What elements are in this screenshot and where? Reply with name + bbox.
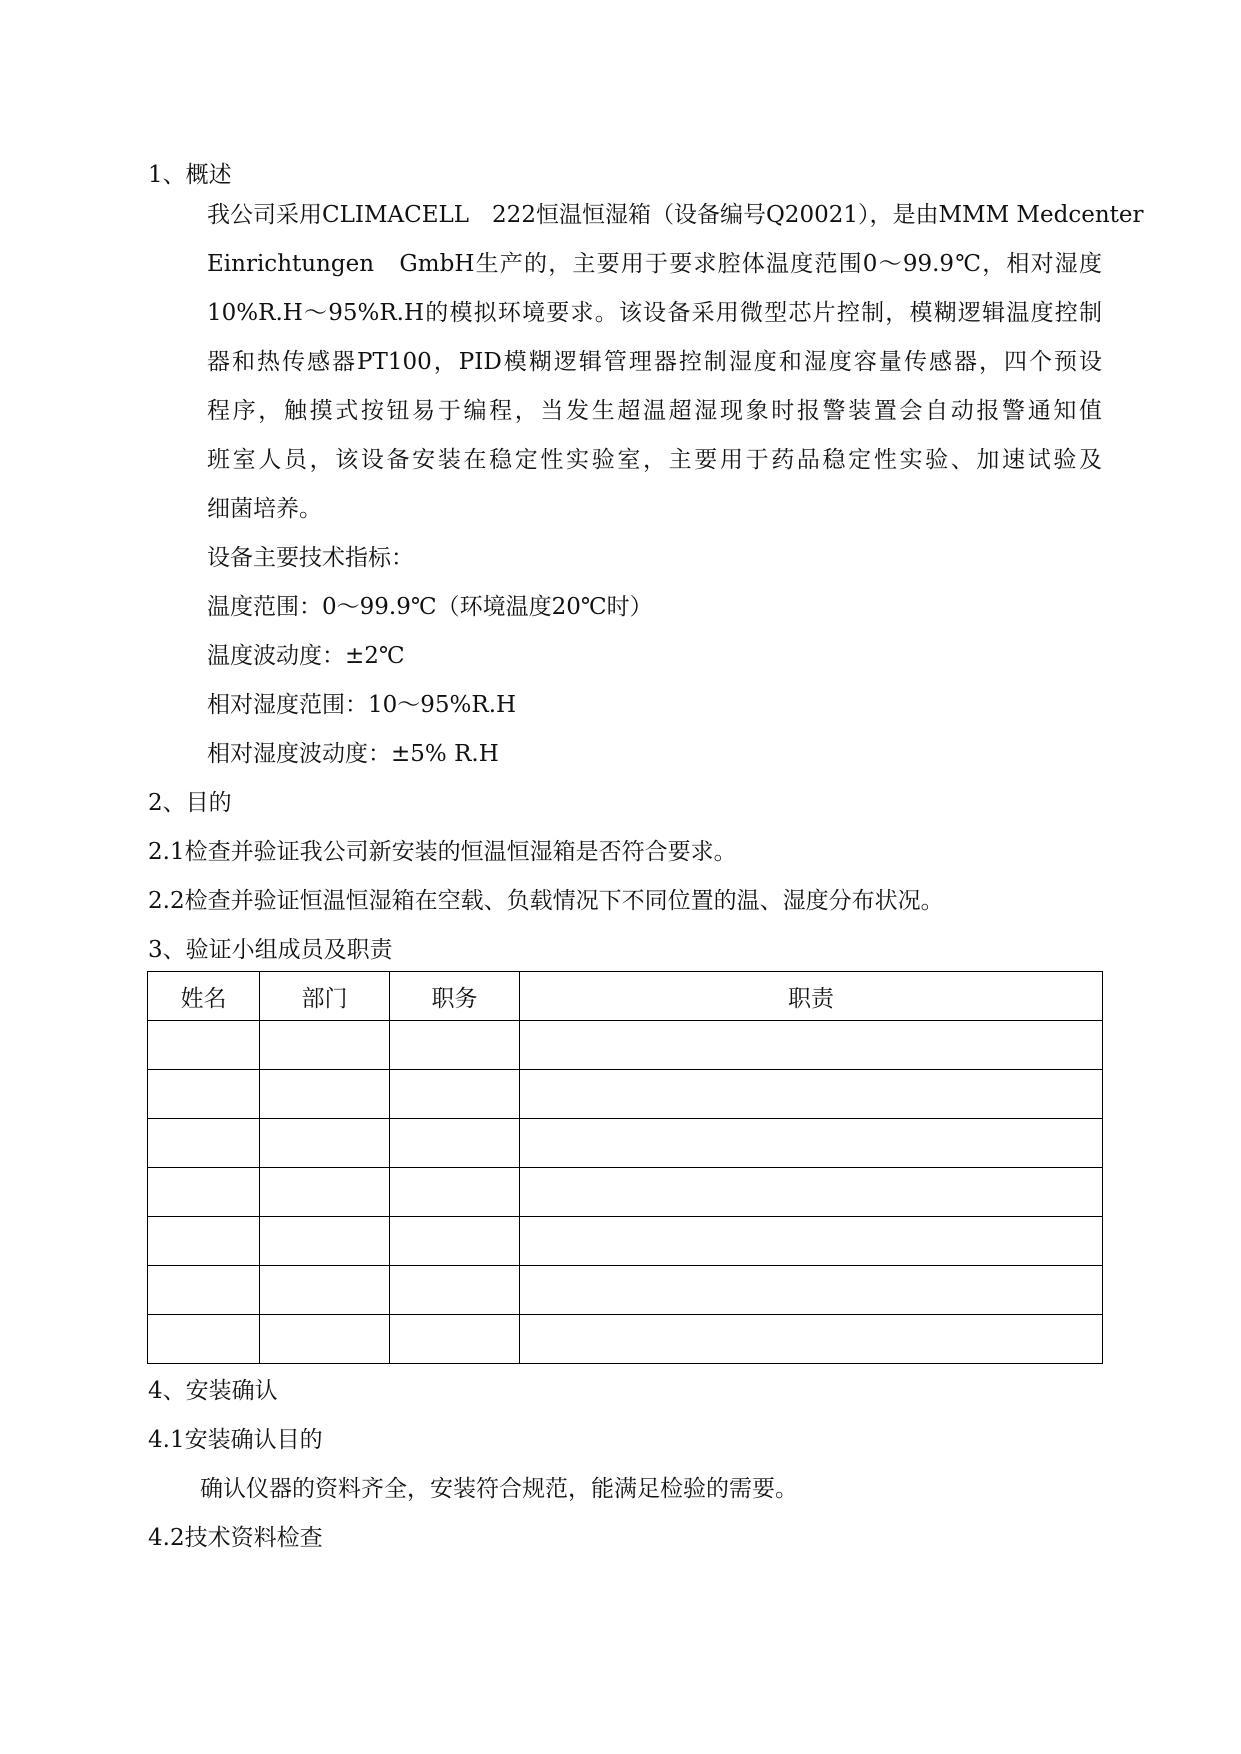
spec-humidity-fluctuation: 相对湿度波动度：±5% R.H [207,741,499,767]
table-cell [520,1070,1103,1119]
subsection-4-1-text: 确认仪器的资料齐全，安装符合规范，能满足检验的需要。 [200,1476,798,1502]
spec-temperature-fluctuation: 温度波动度：±2℃ [207,643,405,669]
table-cell [260,1070,390,1119]
table-cell [148,1217,260,1266]
table-row [148,1315,1103,1364]
table-cell [148,1168,260,1217]
section-3-heading: 3、验证小组成员及职责 [148,937,393,963]
table-cell [260,1119,390,1168]
table-cell [390,1266,520,1315]
table-cell [260,1021,390,1070]
spec-temperature-range: 温度范围：0～99.9℃（环境温度20℃时） [207,594,653,620]
spec-humidity-range: 相对湿度范围：10～95%R.H [207,692,517,718]
table-cell [520,1119,1103,1168]
table-cell [390,1168,520,1217]
overview-line-3: 10%R.H～95%R.H的模拟环境要求。该设备采用微型芯片控制，模糊逻辑温度控制 [207,300,1102,326]
table-row [148,1021,1103,1070]
spec-title: 设备主要技术指标： [207,545,414,571]
overview-line-6: 班室人员，该设备安装在稳定性实验室，主要用于药品稳定性实验、加速试验及 [207,447,1102,473]
table-cell [390,1021,520,1070]
table-cell [260,1168,390,1217]
overview-line-4: 器和热传感器PT100，PID模糊逻辑管理器控制湿度和湿度容量传感器，四个预设 [207,349,1102,375]
header-name: 姓名 [148,972,260,1021]
table-row [148,1119,1103,1168]
subsection-4-2-title: 4.2技术资料检查 [148,1525,323,1551]
table-cell [390,1119,520,1168]
table-row [148,1217,1103,1266]
overview-line-5: 程序，触摸式按钮易于编程，当发生超温超湿现象时报警装置会自动报警通知值 [207,398,1102,424]
table-cell [520,1315,1103,1364]
table-row [148,1266,1103,1315]
table-cell [520,1217,1103,1266]
table-cell [148,1315,260,1364]
table-cell [390,1217,520,1266]
table-row [148,1070,1103,1119]
table-cell [148,1070,260,1119]
header-position: 职务 [390,972,520,1021]
table-cell [148,1119,260,1168]
section-2-heading: 2、目的 [148,790,232,816]
overview-line-7: 细菌培养。 [207,496,322,522]
section-1-heading: 1、概述 [148,162,232,188]
table-cell [148,1266,260,1315]
header-department: 部门 [260,972,390,1021]
table-cell [390,1070,520,1119]
table-cell [260,1315,390,1364]
table-cell [260,1266,390,1315]
team-table [147,971,1103,1364]
table-cell [520,1266,1103,1315]
table-cell [520,1168,1103,1217]
table-cell [148,1021,260,1070]
subsection-4-1-title: 4.1安装确认目的 [148,1427,323,1453]
purpose-item-1: 2.1检查并验证我公司新安装的恒温恒湿箱是否符合要求。 [148,839,737,865]
table-header-row [148,972,1103,1021]
overview-line-2: Einrichtungen GmbH生产的，主要用于要求腔体温度范围0～99.9℃，相对湿度 [207,251,1102,277]
overview-line-1: 我公司采用CLIMACELL 222恒温恒湿箱（设备编号Q20021），是由MMM Medcenter [207,202,1144,228]
purpose-item-2: 2.2检查并验证恒温恒湿箱在空载、负载情况下不同位置的温、湿度分布状况。 [148,888,944,914]
table-cell [390,1315,520,1364]
section-4-heading: 4、安装确认 [148,1378,278,1404]
table-cell [520,1021,1103,1070]
table-cell [260,1217,390,1266]
table-row [148,1168,1103,1217]
header-responsibility: 职责 [520,972,1103,1021]
